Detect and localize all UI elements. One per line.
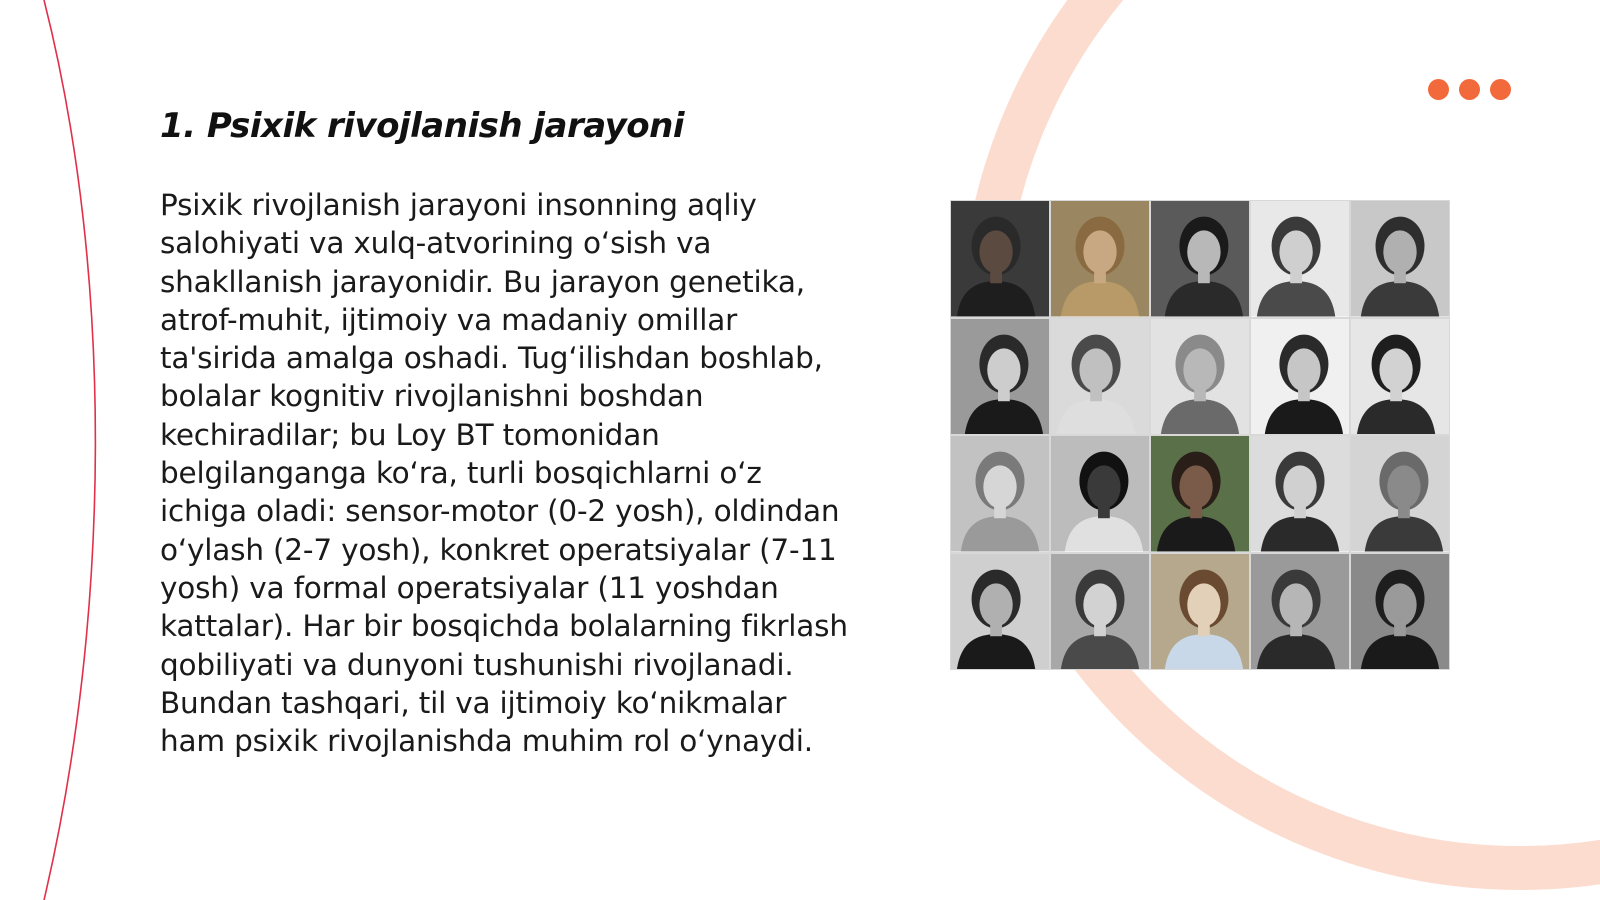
dots-menu-icon [1428, 79, 1511, 100]
portrait-photo [1250, 553, 1350, 671]
portrait-collage [950, 200, 1450, 670]
portrait-photo [1050, 435, 1150, 553]
portrait-photo [1350, 318, 1450, 436]
portrait-photo [950, 318, 1050, 436]
dot-icon [1490, 79, 1511, 100]
portrait-photo [1150, 318, 1250, 436]
portrait-photo [1150, 553, 1250, 671]
portrait-photo [1250, 200, 1350, 318]
dot-icon [1428, 79, 1449, 100]
portrait-photo [1250, 318, 1350, 436]
portrait-photo [950, 200, 1050, 318]
portrait-photo [1250, 435, 1350, 553]
slide-body-text: Psixik rivojlanish jarayoni insonning aqliy salohiyati va xulq-atvorining o‘sish va shakllanish jarayonidir. Bu jarayon genetika, atrof-muhit, ijtimoiy va madaniy omillar ta'sirida amalga oshadi. Tug‘ilishdan boshlab, bolalar kognitiv rivojlanishni boshdan kechiradilar; bu Loy BT tomonidan belgilanganga ko‘ra, turli bosqichlarni o‘z ichiga oladi: sensor-motor (0-2 yosh), oldindan o‘ylash (2-7 yosh), konkret operatsiyalar (7-11 yosh) va formal operatsiyalar (11 yoshdan kattalar). Har bir bosqichda bolalarning fikrlash qobiliyati va dunyoni tushunishi rivojlanadi. Bundan tashqari, til va ijtimoiy ko‘nikmalar ham psixik rivojlanishda muhim rol o‘ynaydi. [160, 188, 848, 759]
portrait-photo [1150, 200, 1250, 318]
portrait-photo [950, 553, 1050, 671]
left-red-curve [44, 0, 95, 900]
portrait-photo [1350, 435, 1450, 553]
portrait-photo [1350, 200, 1450, 318]
portrait-photo [1050, 318, 1150, 436]
dot-icon [1459, 79, 1480, 100]
portrait-photo [950, 435, 1050, 553]
portrait-photo [1350, 553, 1450, 671]
slide-title: 1. Psixik rivojlanish jarayoni [160, 106, 685, 146]
portrait-photo [1050, 200, 1150, 318]
portrait-photo [1150, 435, 1250, 553]
portrait-photo [1050, 553, 1150, 671]
